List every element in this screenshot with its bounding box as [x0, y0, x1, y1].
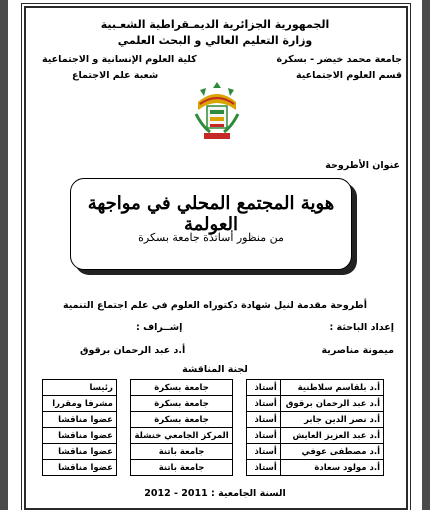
member-institution: جامعة باتنة [131, 444, 232, 460]
member-role: عضوا مناقشا [43, 412, 117, 428]
university-name: جامعة محمد خيضر - بسكرة [276, 54, 402, 65]
table-row [43, 412, 384, 428]
member-role: عضوا مناقشا [43, 444, 117, 460]
member-role: عضوا مناقشا [43, 428, 117, 444]
member-rank: أستاذ [247, 460, 280, 476]
student-label: إعداد الباحثة : [329, 322, 394, 333]
thesis-subtitle: من منظور أساتذة جامعة بسكرة [138, 231, 284, 244]
thesis-title-label: عنوان الأطروحة [325, 160, 400, 171]
ministry-heading: وزارة التعليم العالي و البحث العلمي [117, 34, 313, 47]
member-institution: جامعة باتنة [131, 460, 232, 476]
thesis-title: هوية المجتمع المحلي في مواجهة العولمة [87, 193, 335, 235]
table-row [43, 380, 384, 396]
republic-heading: الجمهورية الجزائرية الديمـقراطية الشعـبية [100, 18, 330, 31]
member-institution: جامعة بسكرة [131, 380, 232, 396]
member-role: مشرفا ومقررا [43, 396, 117, 412]
member-name: أ.د عبد العزيز العايش [280, 428, 383, 444]
member-institution: جامعة بسكرة [131, 412, 232, 428]
member-role: رئيسا [43, 380, 117, 396]
member-rank: أستاذ [247, 428, 280, 444]
title-box [70, 178, 352, 270]
member-rank: أستاذ [247, 380, 280, 396]
academic-year: السنة الجامعية : 2011 - 2012 [144, 488, 286, 499]
member-name: أ.د مولود سعادة [280, 460, 383, 476]
committee-table [42, 379, 384, 476]
member-rank: أستاذ [247, 412, 280, 428]
member-name: أ.د مصطفى عوفي [280, 444, 383, 460]
student-name: ميمونة مناصرية [321, 345, 394, 356]
submission-statement: أطروحة مقدمة لنيل شهادة دكتوراه العلوم في علم اجتماع التنمية [63, 300, 367, 311]
member-rank: أستاذ [247, 396, 280, 412]
document-page [8, 0, 422, 510]
department-name: قسم العلوم الاجتماعية [295, 70, 402, 81]
member-name: أ.د عبد الرحمان برقوق [280, 396, 383, 412]
member-name: أ.د بلقاسم سلاطنية [280, 380, 383, 396]
member-role: عضوا مناقشا [43, 460, 117, 476]
supervisor-name: أ.د عبد الرحمان برقوق [80, 345, 186, 356]
member-institution: جامعة بسكرة [131, 396, 232, 412]
member-name: أ.د نصر الدين جابر [280, 412, 383, 428]
table-row [43, 444, 384, 460]
supervisor-label: إشــراف : [136, 322, 183, 333]
table-row [43, 428, 384, 444]
table-row [43, 460, 384, 476]
branch-name: شعبة علم الاجتماع [72, 70, 159, 81]
committee-heading: لجنة المناقشة [182, 364, 248, 375]
faculty-name: كلية العلوم الإنسانية و الاجتماعية [42, 54, 197, 65]
member-rank: أستاذ [247, 444, 280, 460]
university-emblem-icon [192, 80, 242, 142]
table-row [43, 396, 384, 412]
member-institution: المركز الجامعي خنشلة [131, 428, 232, 444]
